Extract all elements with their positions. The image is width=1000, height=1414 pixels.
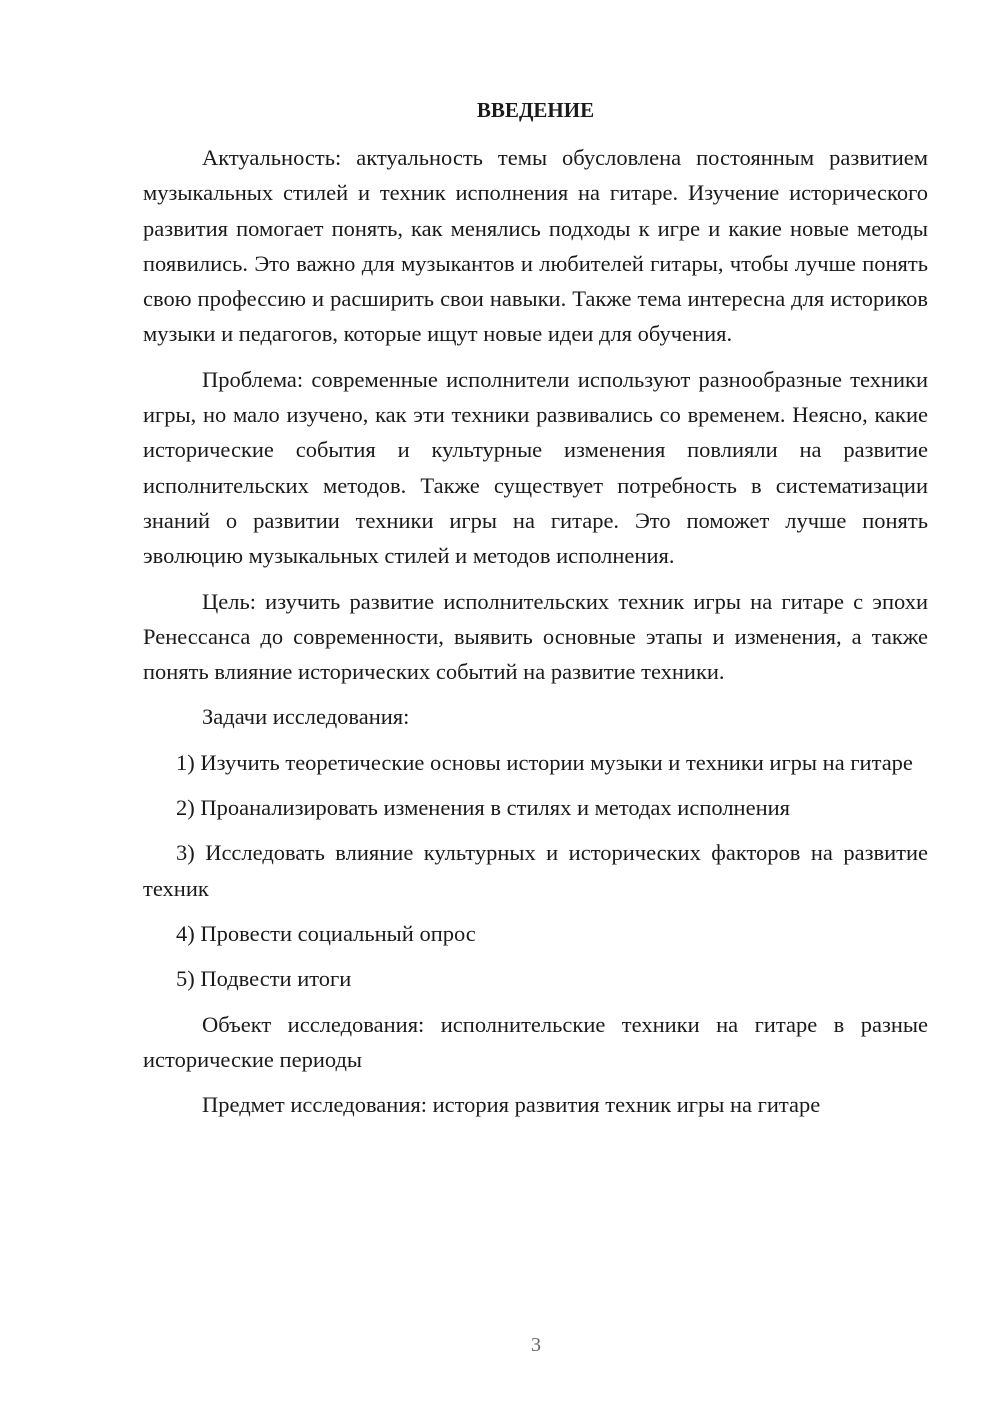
task-item-1: 1) Изучить теоретические основы истории музыки и техники игры на гитаре [176,749,913,775]
research-object-paragraph: Объект исследования: исполнительские техники на гитаре в разные исторические периоды [143,1011,928,1072]
task-item-3: 3) Исследовать влияние культурных и исторических факторов на развитие техник [143,840,928,901]
goal-paragraph: Цель: изучить развитие исполнительских техник игры на гитаре с эпохи Ренессанса до современности, выявить основные этапы и изменения, а также понять влияние исторических событий на развитие техники. [143,588,928,685]
problem-paragraph: Проблема: современные исполнители используют разнообразные техники игры, но мало изучено, как эти техники развивались со временем. Неясно, какие исторические события и культурные изменения повлияли на развитие исполнительских методов. Также существует потребность в систематизации знаний о развитии техники игры на гитаре. Это поможет лучше понять эволюцию музыкальных стилей и методов исполнения. [143,366,928,569]
task-item-5: 5) Подвести итоги [176,966,352,992]
page-content [143,93,928,1132]
section-title: ВВЕДЕНИЕ [476,98,595,122]
tasks-heading: Задачи исследования: [202,704,410,730]
task-item-4: 4) Провести социальный опрос [176,920,476,946]
page-number: 3 [531,1334,541,1356]
task-item-2: 2) Проанализировать изменения в стилях и методах исполнения [176,795,791,821]
relevance-paragraph: Актуальность: актуальность темы обусловлена постоянным развитием музыкальных стилей и техник исполнения на гитаре. Изучение исторического развития помогает понять, как менялись подходы к игре и какие новые методы появились. Это важно для музыкантов и любителей гитары, чтобы лучше понять свою профессию и расширить свои навыки. Также тема интересна для историков музыки и педагогов, которые ищут новые идеи для обучения. [143,145,928,347]
research-subject-paragraph: Предмет исследования: история развития техник игры на гитаре [202,1092,821,1118]
